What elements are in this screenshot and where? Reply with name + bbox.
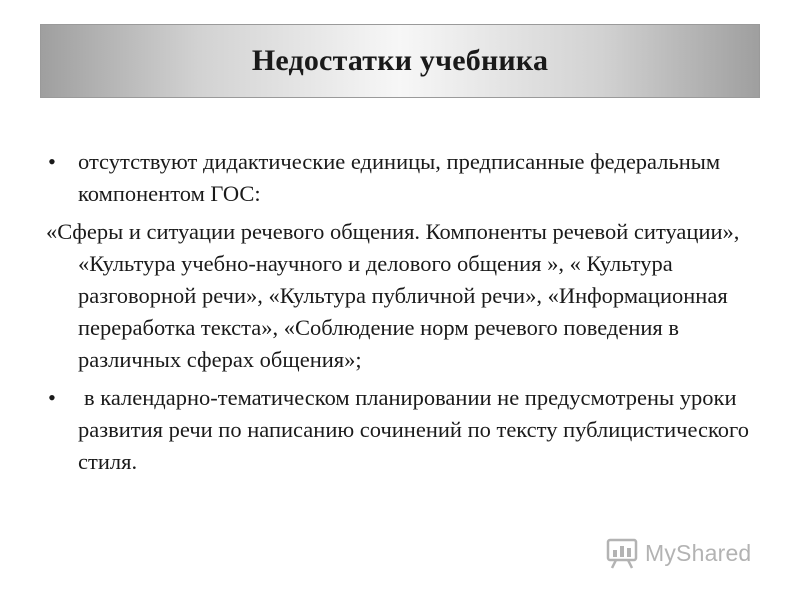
bullet-item-2 [46, 382, 761, 478]
bullet-item-1 [46, 146, 761, 210]
bullet-marker: • [48, 149, 56, 174]
paragraph-text: «Сферы и ситуации речевого общения. Компоненты речевой ситуации», «Культура учебно-научного и делового общения », « Культура разговорной речи», «Культура публичной речи», «Информационная переработка текста», «Соблюдение норм речевого поведения в различных сферах общения»; [46, 219, 740, 372]
slide-content [46, 146, 761, 478]
title-bar [40, 24, 760, 98]
bullet-marker: • [48, 385, 56, 410]
bullet-text-2: в календарно-тематическом планировании не предусмотрены уроки развития речи по написанию сочинений по тексту публицистического стиля. [78, 385, 749, 474]
bullet-text-1: отсутствуют дидактические единицы, предписанные федеральным компонентом ГОС: [78, 149, 721, 206]
myshared-logo-icon [606, 536, 640, 570]
slide-title: Недостатки учебника [251, 44, 549, 77]
watermark [606, 536, 751, 570]
watermark-text: MyShared [645, 539, 752, 566]
